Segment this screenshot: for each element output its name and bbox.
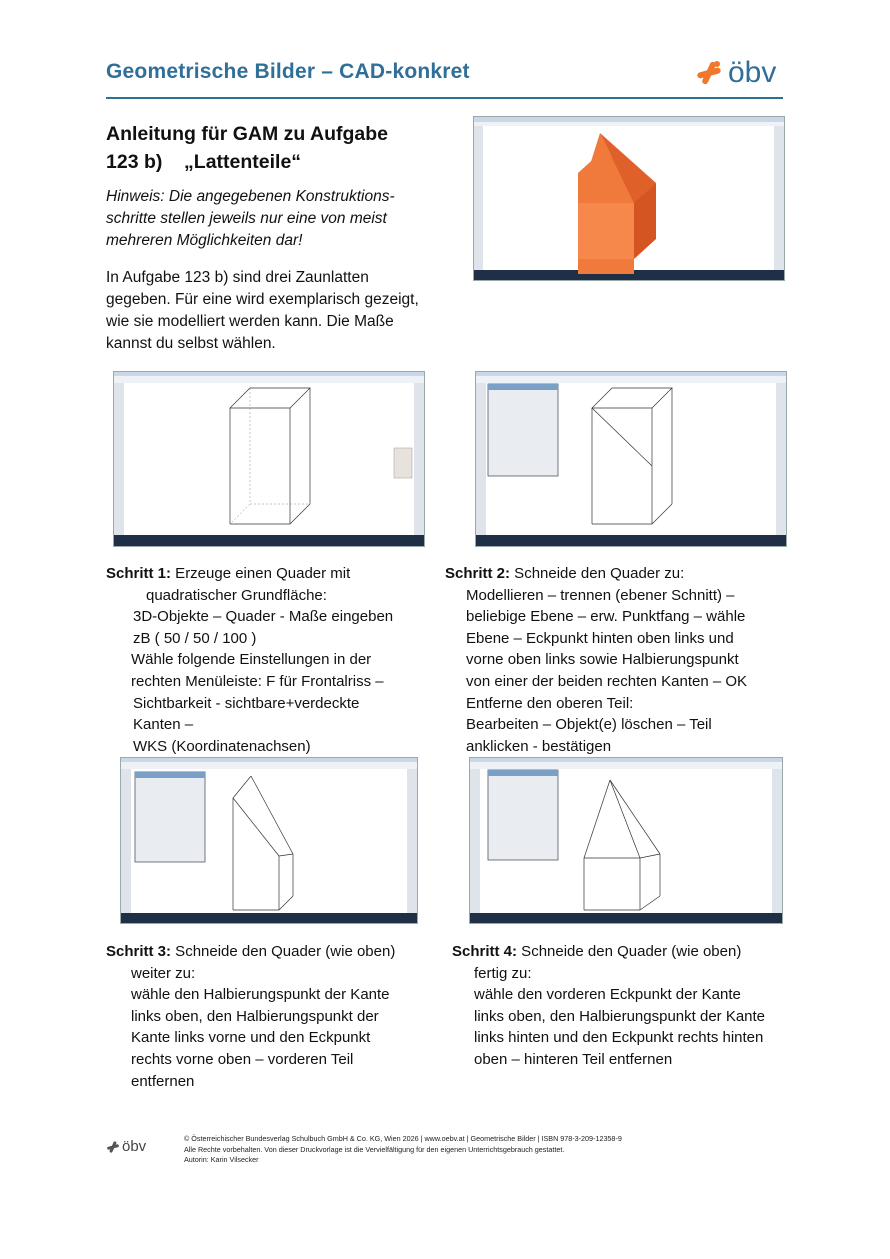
footer-line: Autorin: Karin Vilsecker bbox=[184, 1155, 259, 1165]
step-line: Modellieren – trennen (ebener Schnitt) – bbox=[466, 586, 735, 604]
oebv-star-icon bbox=[106, 1140, 120, 1154]
step-line: Kanten – bbox=[133, 716, 194, 734]
step-line: fertig zu: bbox=[474, 964, 532, 982]
step-line: entfernen bbox=[131, 1072, 195, 1090]
screenshot-step-1 bbox=[113, 371, 425, 547]
screenshot-final-solid bbox=[473, 116, 785, 281]
step-line: weiter zu: bbox=[131, 964, 196, 982]
footer-text bbox=[184, 1134, 622, 1166]
step-line: Erzeuge einen Quader mit bbox=[171, 565, 351, 582]
document-title bbox=[106, 120, 436, 176]
step-line: Kante links vorne und den Eckpunkt bbox=[131, 1029, 371, 1047]
step-line: Sichtbarkeit - sichtbare+verdeckte bbox=[133, 694, 360, 712]
screenshot-step-3 bbox=[120, 757, 418, 924]
intro-line: kannst du selbst wählen. bbox=[106, 335, 276, 352]
step-line: zB ( 50 / 50 / 100 ) bbox=[133, 629, 257, 647]
footer-line: Alle Rechte vorbehalten. Von dieser Druckvorlage ist die Vervielfältigung für den eigenen Unterrichtsgebrauch gestattet. bbox=[184, 1144, 565, 1154]
hint-line: Hinweis: Die angegebenen Konstruktions- bbox=[106, 188, 395, 205]
step-line: Schneide den Quader (wie oben) bbox=[517, 943, 742, 960]
step-line: vorne oben links sowie Halbierungspunkt bbox=[466, 651, 739, 669]
footer-logo bbox=[106, 1138, 146, 1155]
header-title: Geometrische Bilder – CAD-konkret bbox=[106, 60, 470, 83]
step-4-text bbox=[452, 941, 797, 1071]
step-line: Schneide den Quader (wie oben) bbox=[171, 943, 396, 960]
step-line: Schneide den Quader zu: bbox=[510, 565, 685, 582]
step-line: rechts vorne oben – vorderen Teil bbox=[131, 1050, 354, 1068]
step-line: Bearbeiten – Objekt(e) löschen – Teil bbox=[466, 716, 712, 734]
step-line: rechten Menüleiste: F für Frontalriss – bbox=[131, 672, 384, 690]
oebv-star-icon bbox=[696, 59, 722, 87]
intro-line: wie sie modelliert werden kann. Die Maße bbox=[106, 313, 394, 330]
oebv-logo bbox=[696, 58, 776, 88]
step-line: beliebige Ebene – erw. Punktfang – wähle bbox=[466, 608, 746, 626]
step-label: Schritt 3: bbox=[106, 943, 172, 960]
title-line-2: 123 b) „Lattenteile“ bbox=[106, 151, 302, 173]
step-line: wähle den vorderen Eckpunkt der Kante bbox=[474, 986, 741, 1004]
step-line: quadratischer Grundfläche: bbox=[146, 586, 327, 604]
step-line: WKS (Koordinatenachsen) bbox=[133, 737, 311, 755]
step-line: links oben, den Halbierungspunkt der bbox=[131, 1007, 379, 1025]
intro-line: gegeben. Für eine wird exemplarisch gezeigt, bbox=[106, 291, 419, 308]
step-1-text bbox=[106, 563, 436, 757]
title-line-1: Anleitung für GAM zu Aufgabe bbox=[106, 123, 388, 145]
step-line: links oben, den Halbierungspunkt der Kante bbox=[474, 1007, 766, 1025]
step-line: anklicken - bestätigen bbox=[466, 737, 612, 755]
step-line: Ebene – Eckpunkt hinten oben links und bbox=[466, 629, 734, 647]
hint-line: mehreren Möglichkeiten dar! bbox=[106, 232, 303, 249]
step-line: Wähle folgende Einstellungen in der bbox=[131, 651, 372, 669]
screenshot-step-2 bbox=[475, 371, 787, 547]
step-line: 3D-Objekte – Quader - Maße eingeben bbox=[133, 608, 394, 626]
hint-text bbox=[106, 186, 436, 252]
intro-line: In Aufgabe 123 b) sind drei Zaunlatten bbox=[106, 269, 369, 286]
step-line: oben – hinteren Teil entfernen bbox=[474, 1050, 673, 1068]
logo-text: öbv bbox=[728, 56, 777, 89]
step-3-text bbox=[106, 941, 446, 1092]
step-label: Schritt 1: bbox=[106, 565, 172, 582]
header-divider bbox=[106, 97, 783, 99]
step-line: wähle den Halbierungspunkt der Kante bbox=[131, 986, 390, 1004]
footer-logo-text: öbv bbox=[122, 1138, 147, 1155]
step-line: Entferne den oberen Teil: bbox=[466, 694, 634, 712]
intro-text bbox=[106, 267, 446, 355]
screenshot-step-4 bbox=[469, 757, 783, 924]
footer-line: © Österreichischer Bundesverlag Schulbuch GmbH & Co. KG, Wien 2026 | www.oebv.at | Geometrische Bilder | ISBN 978-3-209-12358-9 bbox=[184, 1134, 622, 1143]
step-line: von einer der beiden rechten Kanten – OK bbox=[466, 672, 748, 690]
step-label: Schritt 4: bbox=[452, 943, 518, 960]
step-label: Schritt 2: bbox=[445, 565, 511, 582]
hint-line: schritte stellen jeweils nur eine von meist bbox=[106, 210, 387, 227]
step-line: links hinten und den Eckpunkt rechts hinten bbox=[474, 1029, 764, 1047]
step-2-text bbox=[445, 563, 785, 757]
